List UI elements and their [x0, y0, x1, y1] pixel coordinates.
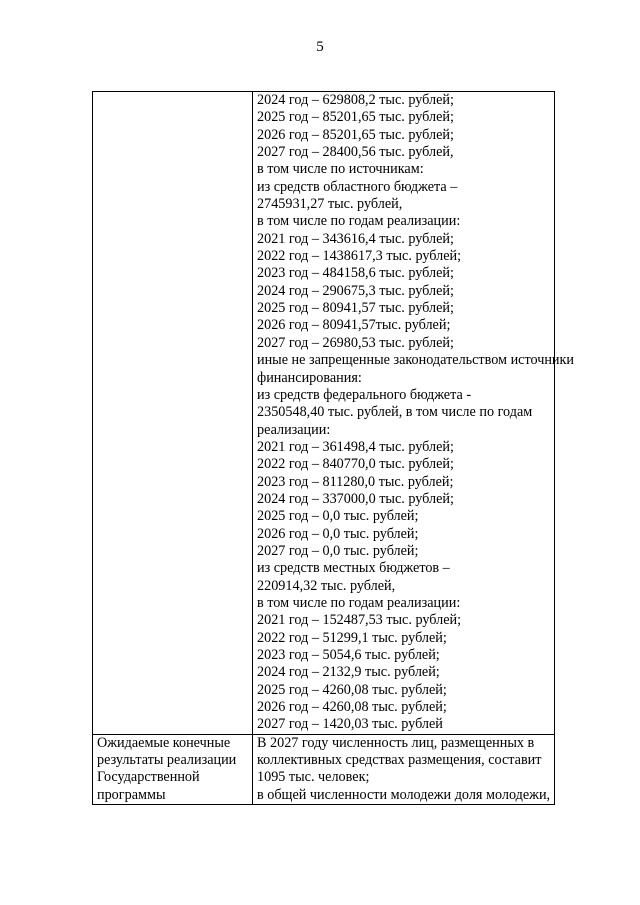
- text-line: результаты реализации: [97, 752, 237, 769]
- text-line: 2026 год – 80941,57тыс. рублей;: [257, 317, 451, 334]
- text-line: 2025 год – 85201,65 тыс. рублей;: [257, 109, 454, 126]
- text-line: Государственной: [97, 769, 200, 786]
- text-line: 2027 год – 0,0 тыс. рублей;: [257, 542, 419, 559]
- row-2-label-cell: [93, 734, 253, 804]
- text-line: 2027 год – 1420,03 тыс. рублей: [257, 716, 443, 733]
- text-line: 2024 год – 629808,2 тыс. рублей;: [257, 92, 454, 108]
- text-line: 2023 год – 811280,0 тыс. рублей;: [257, 473, 454, 490]
- text-line: 2022 год – 51299,1 тыс. рублей;: [257, 629, 447, 646]
- text-line: 220914,32 тыс. рублей,: [257, 577, 396, 594]
- row-1-value-cell: [253, 92, 574, 735]
- text-line: из средств федерального бюджета -: [257, 386, 472, 403]
- text-line: 2024 год – 337000,0 тыс. рублей;: [257, 490, 454, 507]
- text-line: 2025 год – 80941,57 тыс. рублей;: [257, 300, 454, 317]
- text-line: 2021 год – 343616,4 тыс. рублей;: [257, 230, 454, 247]
- text-line: 2027 год – 28400,56 тыс. рублей,: [257, 144, 454, 161]
- text-line: 1095 тыс. человек;: [257, 769, 370, 786]
- text-line: 2026 год – 85201,65 тыс. рублей;: [257, 126, 454, 143]
- text-line: 2026 год – 4260,08 тыс. рублей;: [257, 699, 447, 716]
- text-line: Ожидаемые конечные: [97, 734, 231, 751]
- text-line: 2025 год – 4260,08 тыс. рублей;: [257, 681, 447, 698]
- text-line: 2023 год – 5054,6 тыс. рублей;: [257, 647, 440, 663]
- text-line: в том числе по годам реализации:: [257, 594, 461, 611]
- text-line: в том числе по годам реализации:: [257, 213, 461, 230]
- program-passport-table: [92, 91, 574, 805]
- text-line: реализации:: [257, 421, 331, 438]
- text-line: 2021 год – 152487,53 тыс. рублей;: [257, 612, 462, 629]
- text-line: программы: [97, 786, 166, 803]
- text-line: В 2027 году численность лиц, размещенных в: [257, 734, 535, 751]
- text-line: 2026 год – 0,0 тыс. рублей;: [257, 525, 419, 542]
- text-line: из средств местных бюджетов –: [257, 560, 450, 577]
- text-line: 2024 год – 290675,3 тыс. рублей;: [257, 282, 454, 299]
- text-line: иные не запрещенные законодательством источники: [257, 352, 574, 369]
- text-line: 2023 год – 484158,6 тыс. рублей;: [257, 265, 454, 282]
- text-line: в том числе по источникам:: [257, 161, 424, 178]
- text-line: 2024 год – 2132,9 тыс. рублей;: [257, 664, 440, 681]
- table-row-expected-results: [93, 734, 555, 804]
- text-line: из средств областного бюджета –: [257, 178, 458, 195]
- text-line: 2027 год – 26980,53 тыс. рублей;: [257, 334, 454, 351]
- text-line: 2350548,40 тыс. рублей, в том числе по годам: [257, 404, 533, 421]
- text-line: коллективных средствах размещения, составит: [257, 752, 542, 769]
- text-line: 2022 год – 840770,0 тыс. рублей;: [257, 456, 454, 473]
- table-row-financing: [93, 92, 555, 735]
- text-line: 2022 год – 1438617,3 тыс. рублей;: [257, 248, 462, 265]
- row-1-label-cell: [93, 92, 253, 735]
- text-line: 2745931,27 тыс. рублей,: [257, 196, 403, 213]
- text-line: финансирования:: [257, 369, 362, 386]
- row-2-value-cell: [253, 734, 555, 804]
- page-number: 5: [316, 39, 324, 55]
- text-line: 2025 год – 0,0 тыс. рублей;: [257, 508, 419, 525]
- text-line: в общей численности молодежи доля молодежи,: [257, 786, 551, 803]
- text-line: 2021 год – 361498,4 тыс. рублей;: [257, 438, 454, 455]
